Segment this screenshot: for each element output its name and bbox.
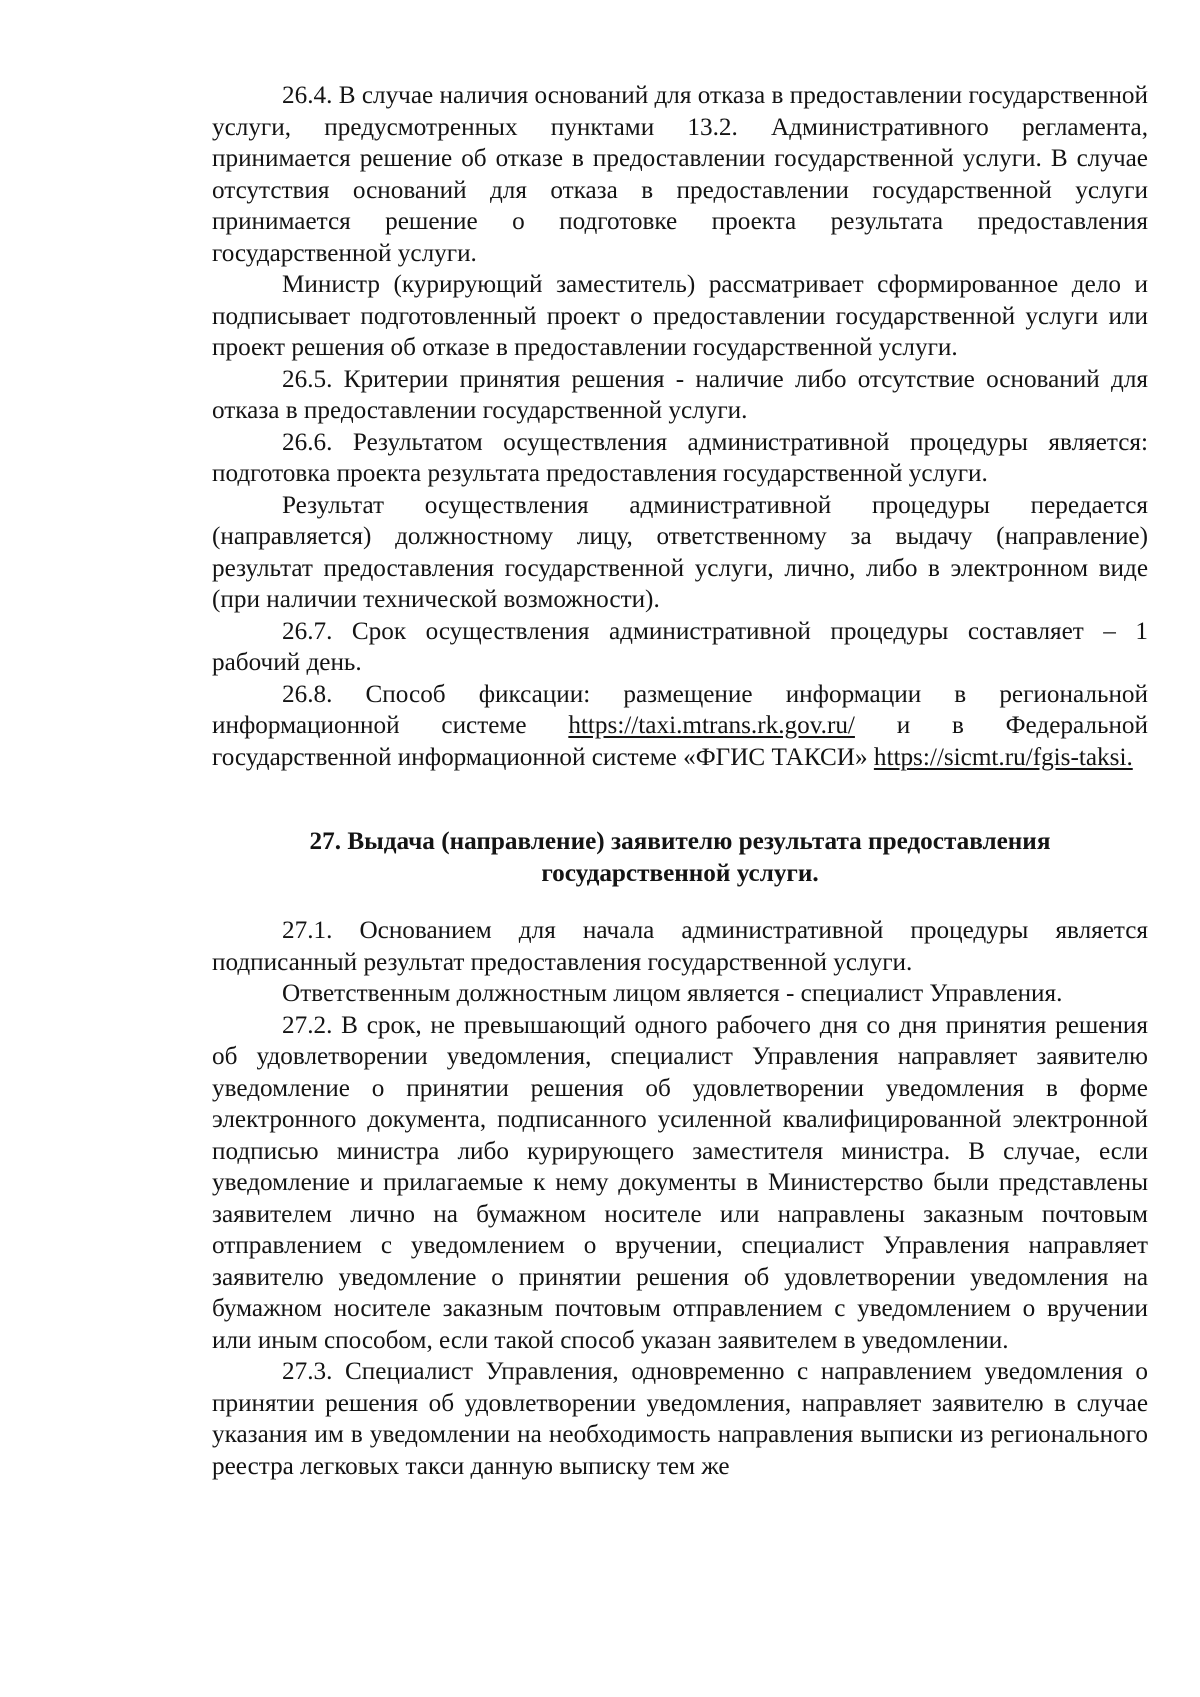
section-27-heading [212,826,1148,890]
section-27-heading-line-1: 27. Выдача (направление) заявителю результата предоставления [309,828,1051,855]
section-spacer [212,773,1148,826]
document-page [212,80,1148,1482]
paragraph-27-3: 27.3. Специалист Управления, одновременно с направлением уведомления о принятии решения об удовлетворении уведомления, направляет заявителю в случае указания им в уведомлении на необходимость направления выписки из регионального реестра легковых такси данную выписку тем же [212,1358,1148,1480]
paragraph-27-1-responsible: Ответственным должностным лицом является - специалист Управления. [282,980,1063,1007]
heading-spacer [212,890,1148,915]
paragraph-26-8-text-2: и в Федеральной государственной информационной системе «ФГИС ТАКСИ» [212,712,1148,771]
paragraph-26-5: 26.5. Критерии принятия решения - наличие либо отсутствие оснований для отказа в предоставлении государственной услуги. [212,365,1148,424]
paragraph-26-6: 26.6. Результатом осуществления административной процедуры является: подготовка проекта результата предоставления государственной услуги. [212,428,1148,487]
paragraph-27-1: 27.1. Основанием для начала административной процедуры является подписанный результат предоставления государственной услуги. [212,917,1148,976]
paragraph-26-4: 26.4. В случае наличия оснований для отказа в предоставлении государственной услуги, предусмотренных пунктами 13.2. Административного регламента, принимается решение об отказе в предоставлении государственной услуги. В случае отсутствия оснований для отказа в предоставлении государственной услуги принимается решение о подготовке проекта результата предоставления государственной услуги. [212,82,1148,267]
paragraph-26-8 [212,679,1148,774]
regional-system-link[interactable]: https://taxi.mtrans.rk.gov.ru/ [568,712,855,739]
section-27-heading-line-2: государственной услуги. [541,860,819,887]
paragraph-27-2: 27.2. В срок, не превышающий одного рабочего дня со дня принятия решения об удовлетворении уведомления, специалист Управления направляет заявителю уведомление о принятии решения об удовлетворении уведомления в форме электронного документа, подписанного усиленной квалифицированной электронной подписью министра либо курирующего заместителя министра. В случае, если уведомление и прилагаемые к нему документы в Министерство были представлены заявителем лично на бумажном носителе или направлены заказным почтовым отправлением с уведомлением о вручении, специалист Управления направляет заявителю уведомление о принятии решения об удовлетворении уведомления на бумажном носителе заказным почтовым отправлением с уведомлением о вручении или иным способом, если такой способ указан заявителем в уведомлении. [212,1011,1148,1354]
fgis-taxi-link[interactable]: https://sicmt.ru/fgis-taksi. [873,743,1133,771]
paragraph-26-6-result: Результат осуществления административной процедуры передается (направляется) должностному лицу, ответственному за выдачу (направление) результат предоставления государственной услуги, лично, либо в электронном виде (при наличии технической возможности). [212,491,1148,613]
paragraph-26-7: 26.7. Срок осуществления административной процедуры составляет – 1 рабочий день. [212,617,1148,676]
paragraph-26-4-minister: Министр (курирующий заместитель) рассматривает сформированное дело и подписывает подготовленный проект о предоставлении государственной услуги или проект решения об отказе в предоставлении государственной услуги. [212,271,1148,361]
paragraph-26-8-text-1: 26.8. Способ фиксации: размещение информации в региональной информационной системе [212,680,1148,739]
